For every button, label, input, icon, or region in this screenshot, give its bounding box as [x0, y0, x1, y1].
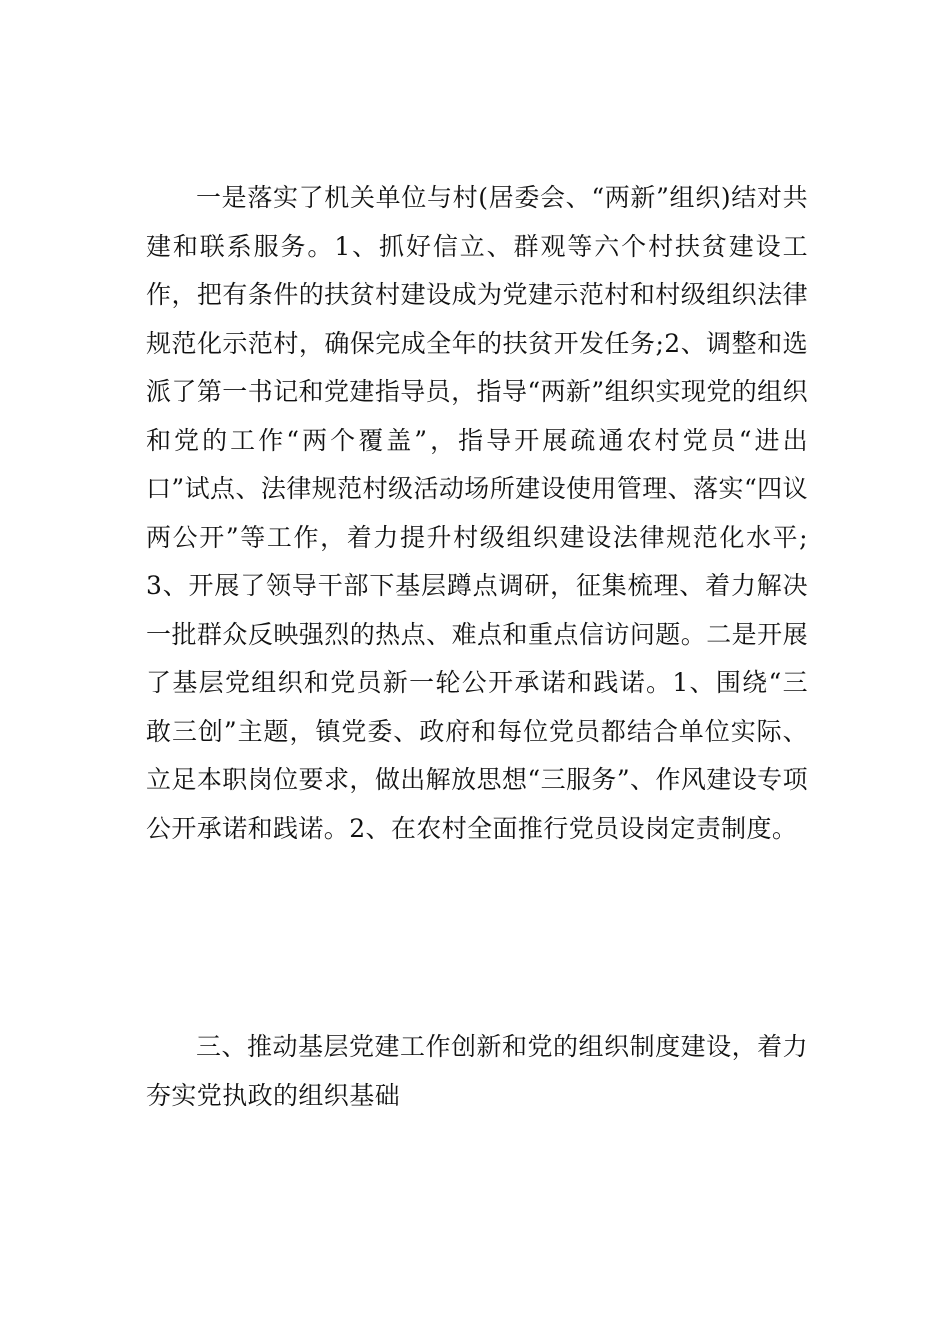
body-paragraph: 一是落实了机关单位与村(居委会、“两新”组织)结对共建和联系服务。1、抓好信立、群观等六个村扶贫建设工作，把有条件的扶贫村建设成为党建示范村和村级组织法律规范化示范村，确保完成全年的扶贫开发任务;2、调整和选派了第一书记和党建指导员，指导“两新”组织实现党的组织和党的工作“两个覆盖”，指导开展疏通农村党员“进出口”试点、法律规范村级活动场所建设使用管理、落实“四议两公开”等工作，着力提升村级组织建设法律规范化水平;3、开展了领导干部下基层蹲点调研，征集梳理、着力解决一批群众反映强烈的热点、难点和重点信访问题。二是开展了基层党组织和党员新一轮公开承诺和践诺。1、围绕“三敢三创”主题，镇党委、政府和每位党员都结合单位实际、立足本职岗位要求，做出解放思想“三服务”、作风建设专项公开承诺和践诺。2、在农村全面推行党员设岗定责制度。 — [146, 183, 808, 843]
section-heading-paragraph: 三、推动基层党建工作创新和党的组织制度建设，着力夯实党执政的组织基础 — [146, 1032, 808, 1110]
